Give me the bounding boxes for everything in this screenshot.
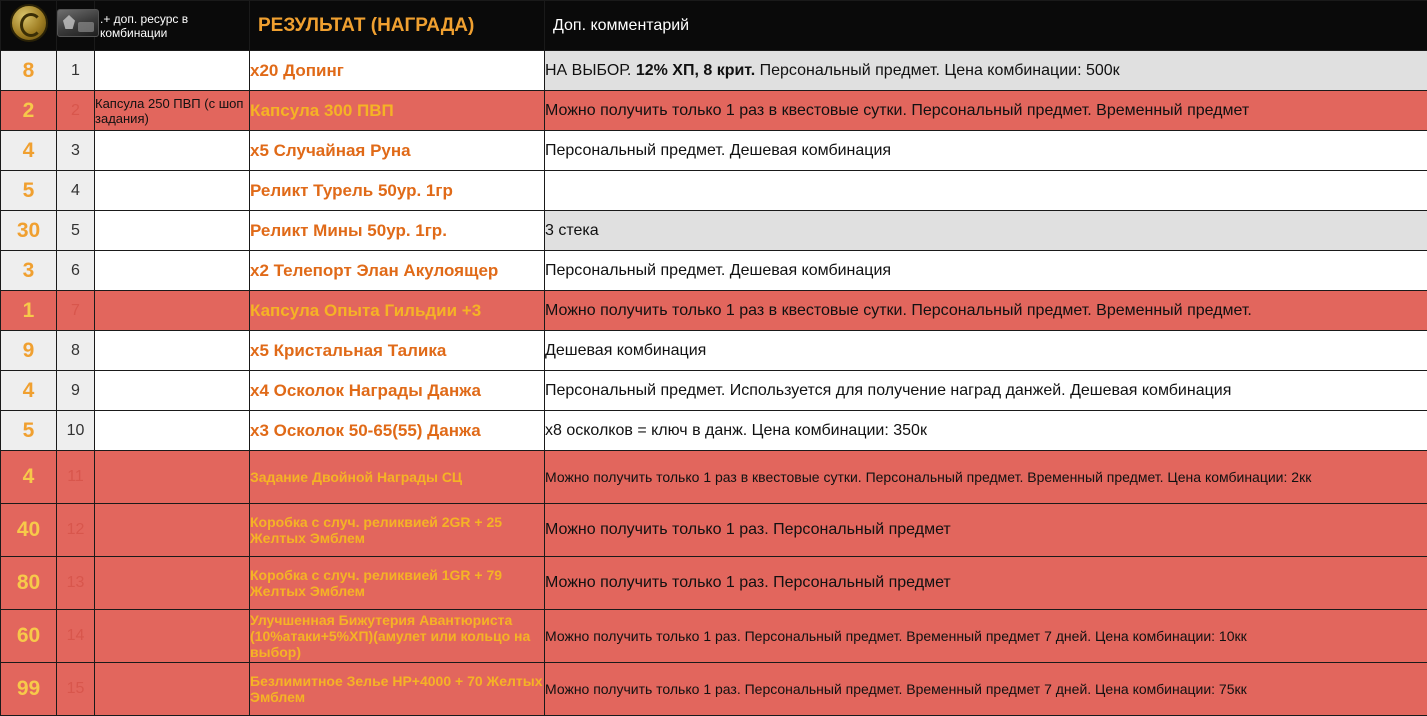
- card-count-cell: 14: [57, 610, 95, 663]
- coin-currency-header-cell: [1, 1, 57, 51]
- reward-result-cell: Реликт Мины 50ур. 1гр.: [250, 211, 545, 251]
- comment-cell: [545, 51, 1427, 91]
- table-header-row: [1, 1, 1427, 51]
- extra-resource-header-cell: [95, 1, 250, 51]
- coin-amount-cell: 1: [1, 291, 57, 331]
- table-body: [1, 51, 1427, 716]
- reward-result-cell: Безлимитное Зелье НР+4000 + 70 Желтых Эмблем: [250, 663, 545, 716]
- reward-result-cell: Капсула 300 ПВП: [250, 91, 545, 131]
- card-count-cell: 5: [57, 211, 95, 251]
- reward-result-cell: Задание Двойной Награды СЦ: [250, 451, 545, 504]
- coin-amount-cell: 4: [1, 371, 57, 411]
- table-row: [1, 51, 1427, 91]
- table-row: [1, 663, 1427, 716]
- extra-resource-cell: [95, 291, 250, 331]
- table-row: [1, 451, 1427, 504]
- coin-amount-cell: 5: [1, 171, 57, 211]
- comment-cell: Можно получить только 1 раз в квестовые сутки. Персональный предмет. Временный предмет.: [545, 291, 1427, 331]
- reward-result-cell: x5 Кристальная Талика: [250, 331, 545, 371]
- card-count-cell: 10: [57, 411, 95, 451]
- table-row: [1, 371, 1427, 411]
- card-count-cell: 7: [57, 291, 95, 331]
- comment-cell: Можно получить только 1 раз в квестовые сутки. Персональный предмет. Временный предмет. Цена комбинации: 2кк: [545, 451, 1427, 504]
- coin-amount-cell: 40: [1, 504, 57, 557]
- coin-amount-cell: 4: [1, 451, 57, 504]
- result-header-label: РЕЗУЛЬТАТ (НАГРАДА): [250, 11, 544, 41]
- reward-result-cell: Улучшенная Бижутерия Авантюриста (10%атаки+5%ХП)(амулет или кольцо на выбор): [250, 610, 545, 663]
- reward-result-cell: x5 Случайная Руна: [250, 131, 545, 171]
- coin-amount-cell: 30: [1, 211, 57, 251]
- extra-resource-cell: [95, 663, 250, 716]
- extra-resource-cell: [95, 411, 250, 451]
- comment-cell: Персональный предмет. Используется для получение наград данжей. Дешевая комбинация: [545, 371, 1427, 411]
- extra-resource-cell: [95, 451, 250, 504]
- comment-suffix: Персональный предмет. Цена комбинации: 500к: [755, 62, 1119, 79]
- table-row: [1, 211, 1427, 251]
- card-count-cell: 3: [57, 131, 95, 171]
- result-header-cell: [250, 1, 545, 51]
- card-count-cell: 11: [57, 451, 95, 504]
- card-count-cell: 1: [57, 51, 95, 91]
- table-row: [1, 131, 1427, 171]
- reward-result-cell: x4 Осколок Награды Данжа: [250, 371, 545, 411]
- coin-amount-cell: 4: [1, 131, 57, 171]
- coin-amount-cell: 3: [1, 251, 57, 291]
- comment-cell: Можно получить только 1 раз. Персональный предмет: [545, 557, 1427, 610]
- coin-amount-cell: 9: [1, 331, 57, 371]
- reward-result-cell: x2 Телепорт Элан Акулоящер: [250, 251, 545, 291]
- card-count-cell: 13: [57, 557, 95, 610]
- coin-amount-cell: 8: [1, 51, 57, 91]
- extra-resource-cell: [95, 251, 250, 291]
- card-count-cell: 6: [57, 251, 95, 291]
- table-row: [1, 291, 1427, 331]
- card-count-cell: 4: [57, 171, 95, 211]
- coin-amount-cell: 60: [1, 610, 57, 663]
- table-row: [1, 504, 1427, 557]
- comment-cell: Персональный предмет. Дешевая комбинация: [545, 131, 1427, 171]
- table-row: [1, 411, 1427, 451]
- extra-resource-cell: [95, 371, 250, 411]
- card-count-cell: 8: [57, 331, 95, 371]
- comment-cell: 3 стека: [545, 211, 1427, 251]
- comment-header-cell: [545, 1, 1427, 51]
- extra-resource-cell: [95, 610, 250, 663]
- comment-cell: Дешевая комбинация: [545, 331, 1427, 371]
- comment-cell: Можно получить только 1 раз в квестовые сутки. Персональный предмет. Временный предмет: [545, 91, 1427, 131]
- comment-header-label: Доп. комментарий: [545, 13, 1427, 39]
- reward-result-cell: Капсула Опыта Гильдии +3: [250, 291, 545, 331]
- comment-cell: Персональный предмет. Дешевая комбинация: [545, 251, 1427, 291]
- reward-result-cell: Реликт Турель 50ур. 1гр: [250, 171, 545, 211]
- comment-prefix: НА ВЫБОР.: [545, 62, 636, 79]
- comment-cell: [545, 171, 1427, 211]
- extra-resource-cell: [95, 131, 250, 171]
- table-row: [1, 331, 1427, 371]
- coin-amount-cell: 99: [1, 663, 57, 716]
- reward-result-cell: Коробка с случ. реликвией 1GR + 79 Желтых Эмблем: [250, 557, 545, 610]
- card-icon: [57, 9, 99, 37]
- coin-amount-cell: 80: [1, 557, 57, 610]
- table-row: [1, 610, 1427, 663]
- reward-result-cell: Коробка с случ. реликвией 2GR + 25 Желтых Эмблем: [250, 504, 545, 557]
- coin-amount-cell: 5: [1, 411, 57, 451]
- card-count-cell: 2: [57, 91, 95, 131]
- comment-cell: Можно получить только 1 раз. Персональный предмет: [545, 504, 1427, 557]
- table-row: [1, 557, 1427, 610]
- comment-highlight: 12% ХП, 8 крит.: [636, 62, 755, 79]
- comment-cell: Можно получить только 1 раз. Персональный предмет. Временный предмет 7 дней. Цена комбинации: 75кк: [545, 663, 1427, 716]
- extra-resource-header-label: .+ доп. ресурс в комбинации: [95, 8, 249, 44]
- card-count-cell: 9: [57, 371, 95, 411]
- card-count-cell: 12: [57, 504, 95, 557]
- extra-resource-cell: [95, 331, 250, 371]
- card-count-cell: 15: [57, 663, 95, 716]
- comment-cell: Можно получить только 1 раз. Персональный предмет. Временный предмет 7 дней. Цена комбинации: 10кк: [545, 610, 1427, 663]
- extra-resource-cell: Капсула 250 ПВП (с шоп задания): [95, 91, 250, 131]
- reward-result-cell: x20 Допинг: [250, 51, 545, 91]
- extra-resource-cell: [95, 557, 250, 610]
- table-row: [1, 171, 1427, 211]
- reward-result-cell: x3 Осколок 50-65(55) Данжа: [250, 411, 545, 451]
- extra-resource-cell: [95, 51, 250, 91]
- extra-resource-cell: [95, 504, 250, 557]
- coin-icon: [10, 4, 48, 42]
- comment-cell: x8 осколков = ключ в данж. Цена комбинации: 350к: [545, 411, 1427, 451]
- table-row: [1, 251, 1427, 291]
- extra-resource-cell: [95, 171, 250, 211]
- card-currency-header-cell: [57, 1, 95, 51]
- coin-amount-cell: 2: [1, 91, 57, 131]
- table-row: [1, 91, 1427, 131]
- extra-resource-cell: [95, 211, 250, 251]
